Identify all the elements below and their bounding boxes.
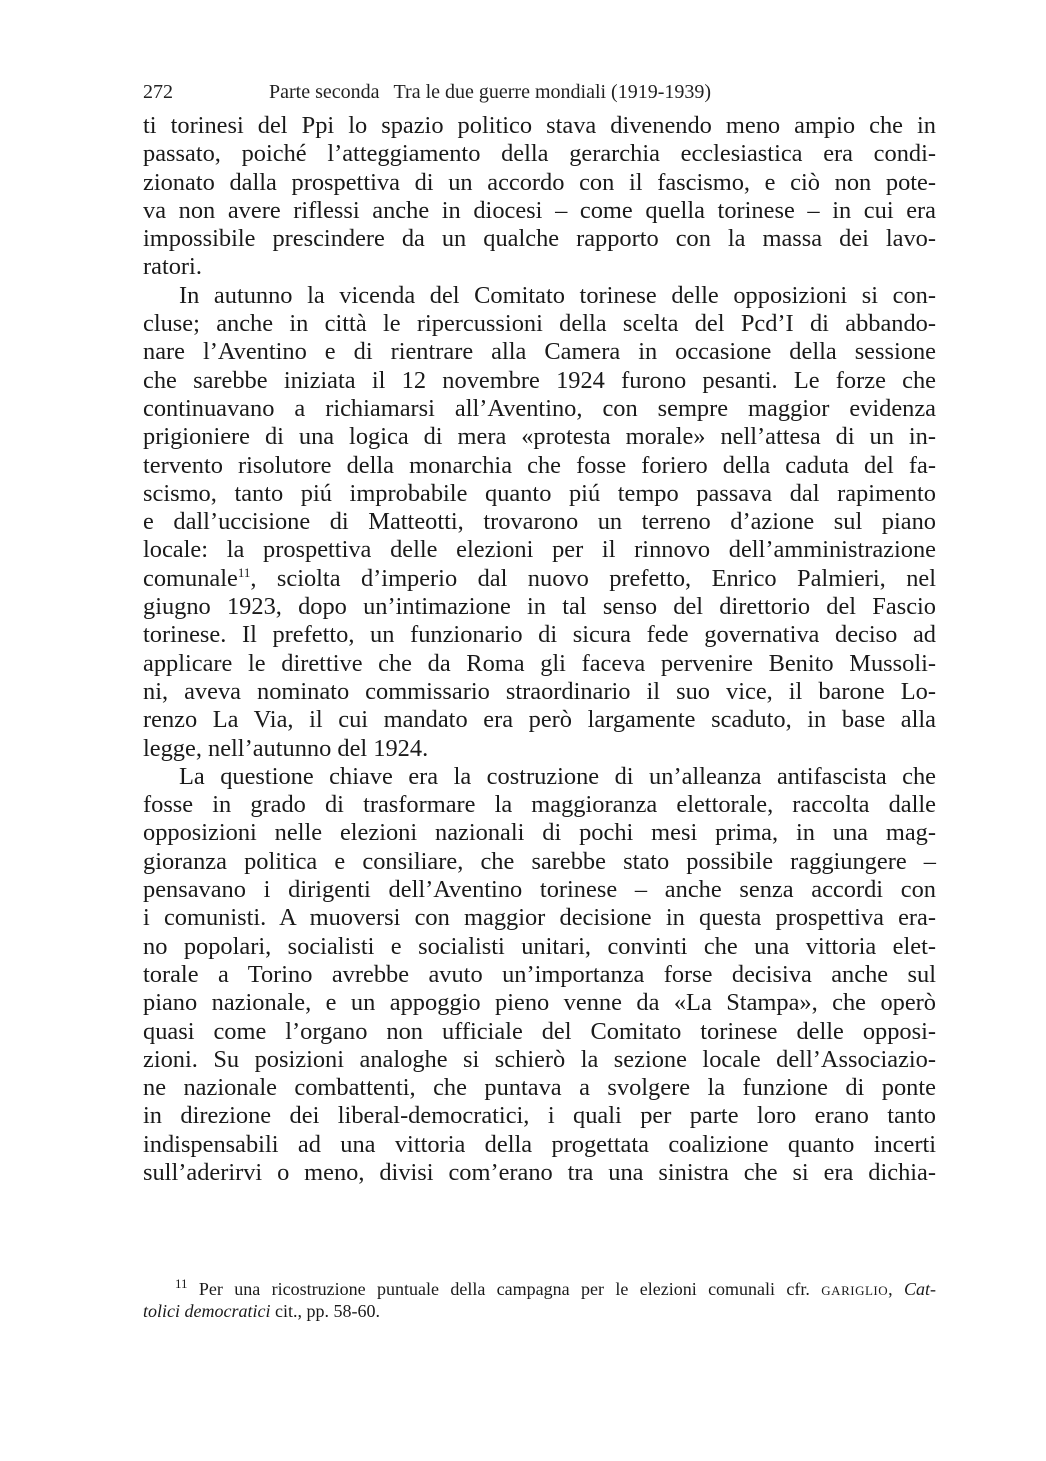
text-line: ti torinesi del Ppi lo spazio politico stava divenendo meno ampio che in [143, 112, 936, 139]
text-line: prigioniere di una logica di mera «protesta morale» nell’attesa di un in- [143, 423, 936, 451]
text-line: ratori. [143, 253, 202, 281]
paragraph-1 [143, 112, 936, 282]
text-line: In autunno la vicenda del Comitato torinese delle opposizioni si con- [179, 281, 936, 309]
text-line: gioranza politica e consiliare, che sarebbe stato possibile raggiungere – [143, 847, 936, 875]
footnotes [143, 1278, 936, 1322]
footnote-reference[interactable]: 11 [237, 564, 251, 580]
footnote-line: $^{11}$ Per una ricostruzione puntuale della campagna per le elezioni comunali cfr. gariglio, Cat- [175, 1276, 937, 1299]
paragraph-2 [143, 282, 936, 763]
text-fragment: comunale [143, 564, 238, 592]
part-title: Parte seconda [269, 81, 380, 103]
text-line: sull’aderirvi o meno, divisi com’erano tra una sinistra che si era dichia- [143, 1158, 936, 1186]
text-line: che sarebbe iniziata il 12 novembre 1924 furono pesanti. Le forze che [143, 366, 936, 394]
running-head [143, 80, 936, 110]
text-line: e dall’uccisione di Matteotti, trovarono un terreno d’azione sul piano [143, 508, 936, 536]
text-fragment: , sciolta d’imperio dal nuovo prefetto, Enrico Palmieri, nel [250, 564, 936, 592]
page-content [143, 80, 936, 1187]
text-line: in direzione dei liberal-democratici, i quali per parte loro erano tanto [143, 1102, 936, 1130]
text-line: torinese. Il prefetto, un funzionario di sicura fede governativa deciso ad [143, 621, 936, 649]
text-line: zioni. Su posizioni analoghe si schierò la sezione locale dell’Associazio- [143, 1045, 936, 1073]
text-line: ni, aveva nominato commissario straordinario il suo vice, il barone Lo- [143, 677, 936, 705]
page-number: 272 [143, 81, 173, 103]
text-line: applicare le direttive che da Roma gli faceva pervenire Benito Mussoli- [143, 649, 936, 677]
text-line: piano nazionale, e un appoggio pieno venne da «La Stampa», che operò [143, 989, 936, 1017]
footnote-number: 11 [175, 1276, 188, 1291]
text-line: passato, poiché l’atteggiamento della gerarchia ecclesiastica era condi- [143, 140, 936, 168]
text-line: fosse in grado di trasformare la maggioranza elettorale, raccolta dalle [143, 791, 936, 819]
text-line: no popolari, socialisti e socialisti unitari, convinti che una vittoria elet- [143, 932, 936, 960]
text-line: quasi come l’organo non ufficiale del Comitato torinese delle opposi- [143, 1017, 936, 1045]
body-text [143, 112, 936, 1187]
text-line: scismo, tanto piú improbabile quanto piú tempo passava dal rapimento [143, 479, 936, 507]
text-line: zionato dalla prospettiva di un accordo con il fascismo, e ciò non pote- [143, 168, 936, 196]
text-line: giugno 1923, dopo un’intimazione in tal senso del direttorio del Fascio [143, 593, 936, 621]
text-line: impossibile prescindere da un qualche rapporto con la massa dei lavo- [143, 225, 936, 253]
footnote-author: gariglio [821, 1279, 889, 1299]
text-line: legge, nell’autunno del 1924. [143, 734, 429, 762]
text-line: va non avere riflessi anche in diocesi – come quella torinese – in cui era [143, 196, 936, 224]
footnote-title: Cat- [904, 1279, 937, 1299]
text-line: renzo La Via, il cui mandato era però largamente scaduto, in base alla [143, 706, 936, 734]
text-line-with-footnote [143, 565, 936, 593]
text-line: pensavano i dirigenti dell’Aventino torinese – anche senza accordi con [143, 876, 936, 904]
section-title: Tra le due guerre mondiali (1919-1939) [393, 81, 712, 103]
footnote-citation: cit., pp. 58-60. [274, 1301, 380, 1321]
text-line: cluse; anche in città le ripercussioni della scelta del Pcd’I di abbando- [143, 310, 936, 338]
text-line: continuavano a richiamarsi all’Aventino, con sempre maggior evidenza [143, 394, 936, 422]
text-line: i comunisti. A muoversi con maggior decisione in questa prospettiva era- [143, 904, 936, 932]
footnote-line [143, 1300, 936, 1322]
footnote-text: Per una ricostruzione puntuale della campagna per le elezioni comunali cfr. [198, 1279, 810, 1299]
footnote-11 [143, 1278, 936, 1322]
paragraph-3 [143, 763, 936, 1187]
text-line: opposizioni nelle elezioni nazionali di pochi mesi prima, in una mag- [143, 819, 936, 847]
footnote-title: tolici democratici [143, 1301, 271, 1321]
text-line: tervento risolutore della monarchia che fosse foriero della caduta del fa- [143, 451, 936, 479]
text-line: La questione chiave era la costruzione di un’alleanza antifascista che [179, 762, 936, 790]
text-line: ne nazionale combattenti, che puntava a svolgere la funzione di ponte [143, 1074, 936, 1102]
text-line: locale: la prospettiva delle elezioni per il rinnovo dell’amministrazione [143, 536, 936, 564]
text-line: indispensabili ad una vittoria della progettata coalizione quanto incerti [143, 1130, 936, 1158]
text-line: torale a Torino avrebbe avuto un’importanza forse decisiva anche sul [143, 960, 936, 988]
text-line: nare l’Aventino e di rientrare alla Camera in occasione della sessione [143, 338, 936, 366]
